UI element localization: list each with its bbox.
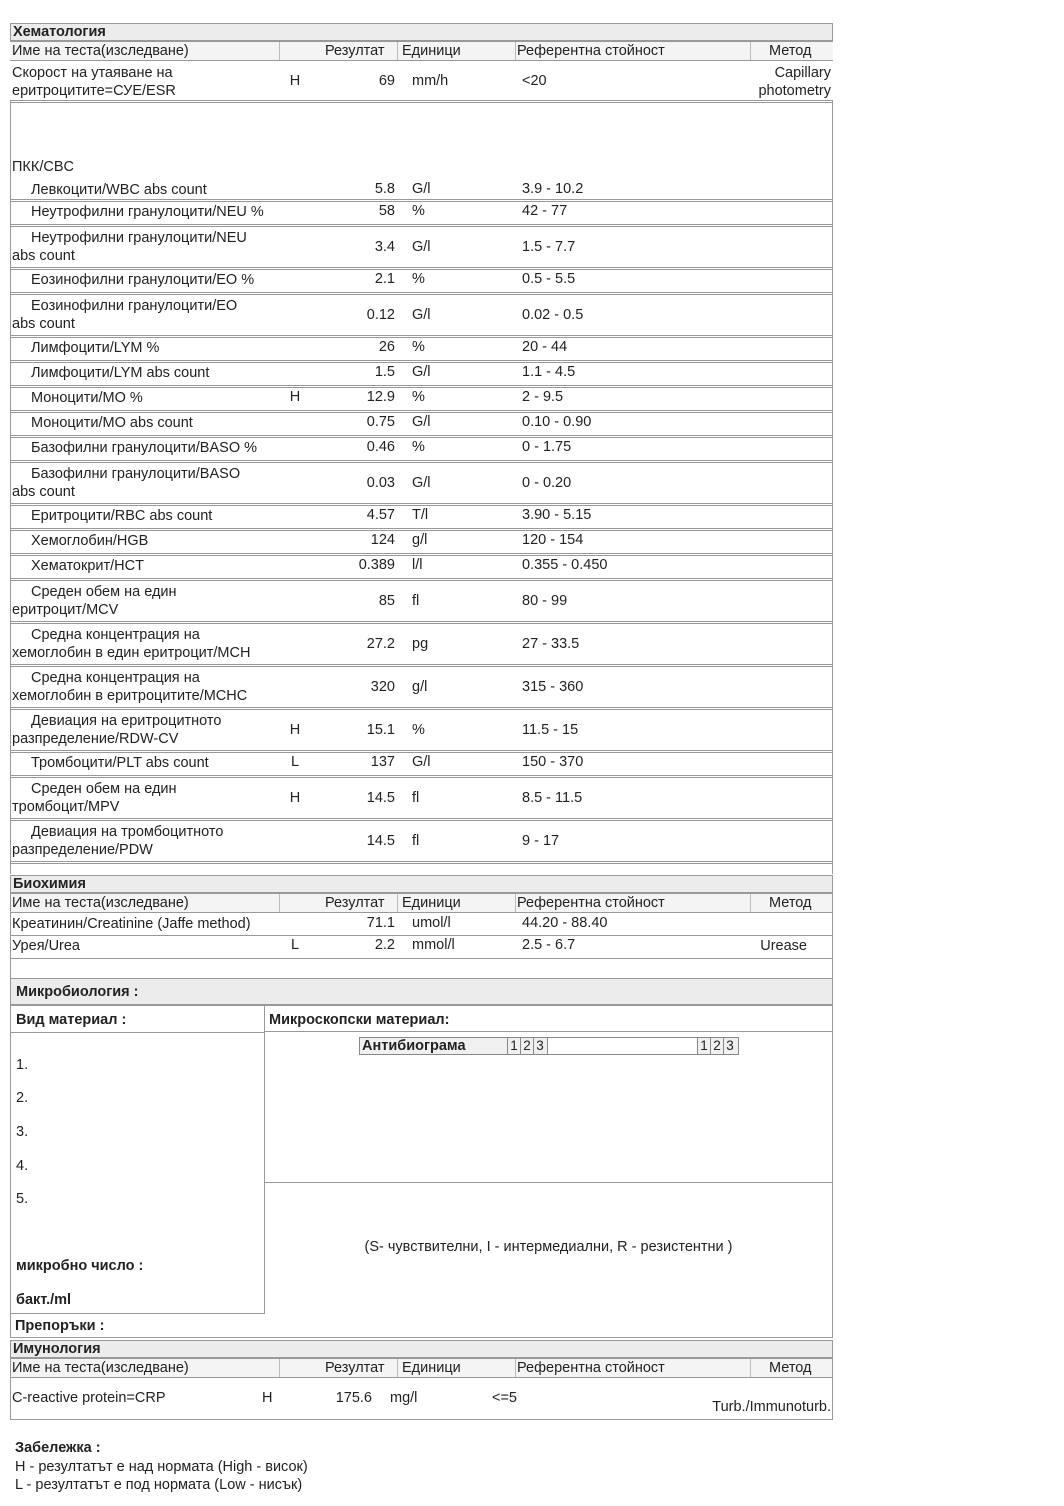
antibiogram-label: Антибиограма	[362, 1038, 466, 1054]
cbc-row	[10, 667, 833, 710]
bact-unit-label: бакт./ml	[16, 1292, 72, 1308]
reference: 0.5 - 5.5	[522, 271, 576, 287]
note-low: L - резултатът е под нормата (Low - нисък)	[15, 1477, 303, 1493]
cbc-row	[10, 295, 833, 338]
esr-result: 69	[378, 73, 395, 89]
crp-flag: H	[262, 1390, 273, 1406]
unit: G/l	[412, 307, 431, 323]
ab-col-2b: 2	[710, 1038, 723, 1054]
unit: fl	[412, 790, 420, 806]
immunology-title: Имунология	[10, 1340, 833, 1358]
test-name: Средна концентрация на	[31, 670, 200, 686]
biochemistry-title: Биохимия	[10, 875, 833, 893]
reference: 0 - 0.20	[522, 475, 572, 491]
microscopic-label: Микроскопски материал:	[269, 1012, 450, 1028]
unit: %	[412, 722, 425, 738]
test-name: Девиация на еритроцитното	[31, 713, 222, 729]
unit: pg	[412, 636, 429, 652]
test-name-line2: abs count	[12, 316, 75, 332]
microbiology-title: Микробиология :	[16, 984, 139, 1000]
unit: g/l	[412, 532, 428, 548]
result: 12.9	[366, 389, 395, 405]
cbc-row	[10, 821, 833, 864]
test-name: Урея/Urea	[12, 938, 80, 954]
result: 137	[370, 754, 395, 770]
test-name-line2: разпределение/PDW	[12, 842, 153, 858]
result: 85	[378, 593, 395, 609]
reference: 42 - 77	[522, 203, 568, 219]
result: 0.389	[358, 557, 395, 573]
test-name: Еозинофилни гранулоцити/EO %	[31, 272, 255, 288]
unit: %	[412, 271, 425, 287]
esr-row	[10, 63, 833, 101]
unit: fl	[412, 593, 420, 609]
test-name: Моноцити/MO abs count	[31, 415, 193, 431]
test-name: Моноцити/MO %	[31, 390, 143, 406]
row-divider	[10, 861, 833, 864]
unit: G/l	[412, 181, 431, 197]
col-reference: Референтна стойност	[517, 43, 665, 59]
ab-col-3b: 3	[723, 1038, 736, 1054]
result: 15.1	[366, 722, 395, 738]
material-label: Вид материал :	[16, 1012, 127, 1028]
col-method: Метод	[769, 43, 812, 59]
test-name: Неутрофилни гранулоцити/NEU	[31, 230, 247, 246]
test-name: Лимфоцити/LYM %	[31, 340, 160, 356]
crp-unit: mg/l	[390, 1390, 418, 1406]
cbc-row	[10, 463, 833, 506]
esr-name-line2: еритроцитите=СУЕ/ESR	[12, 83, 176, 99]
unit: g/l	[412, 679, 428, 695]
flag: H	[289, 790, 301, 806]
col-units: Единици	[402, 895, 461, 911]
result: 0.46	[366, 439, 395, 455]
unit: %	[412, 439, 425, 455]
test-name: Тромбоцити/PLT abs count	[31, 755, 209, 771]
cbc-row	[10, 227, 833, 270]
col-result: Резултат	[325, 895, 385, 911]
reference: 1.1 - 4.5	[522, 364, 576, 380]
reference: 120 - 154	[522, 532, 584, 548]
unit: mmol/l	[412, 937, 455, 953]
esr-unit: mm/h	[412, 73, 449, 89]
test-name-line2: хемоглобин в еритроцитите/MCHC	[12, 688, 248, 704]
test-name: Базофилни гранулоцити/BASO	[31, 466, 241, 482]
test-name-line2: abs count	[12, 248, 75, 264]
unit: fl	[412, 833, 420, 849]
test-name: Еозинофилни гранулоцити/EO	[31, 298, 238, 314]
cbc-row	[10, 624, 833, 667]
test-name: Креатинин/Creatinine (Jaffe method)	[12, 916, 251, 932]
result: 124	[370, 532, 395, 548]
test-name: Девиация на тромбоцитното	[31, 824, 224, 840]
unit: G/l	[412, 754, 431, 770]
reference: 27 - 33.5	[522, 636, 580, 652]
reference: 1.5 - 7.7	[522, 239, 576, 255]
col-name: Име на теста(изследване)	[12, 895, 189, 911]
esr-method-line1: Capillary	[774, 65, 831, 81]
result: 58	[378, 203, 395, 219]
col-reference: Референтна стойност	[517, 895, 665, 911]
result: 0.75	[366, 414, 395, 430]
test-name-line2: тромбоцит/MPV	[12, 799, 120, 815]
test-name: Среден обем на един	[31, 584, 177, 600]
cbc-row	[10, 710, 833, 753]
reference: 0.355 - 0.450	[522, 557, 608, 573]
crp-reference: <=5	[492, 1390, 517, 1406]
result: 14.5	[366, 833, 395, 849]
reference: 8.5 - 11.5	[522, 790, 583, 806]
test-name: Лимфоцити/LYM abs count	[31, 365, 210, 381]
test-name-line2: разпределение/RDW-CV	[12, 731, 179, 747]
test-name: Еритроцити/RBC abs count	[31, 508, 213, 524]
unit: G/l	[412, 414, 431, 430]
result: 2.1	[374, 271, 395, 287]
reference: 9 - 17	[522, 833, 560, 849]
result: 1.5	[374, 364, 395, 380]
ab-col-3: 3	[533, 1038, 546, 1054]
result: 14.5	[366, 790, 395, 806]
unit: G/l	[412, 475, 431, 491]
unit: %	[412, 203, 425, 219]
reference: 20 - 44	[522, 339, 568, 355]
ab-col-1: 1	[507, 1038, 520, 1054]
col-method: Метод	[769, 895, 812, 911]
unit: G/l	[412, 364, 431, 380]
reference: 2 - 9.5	[522, 389, 564, 405]
result: 0.12	[366, 307, 395, 323]
esr-ref: <20	[522, 73, 547, 89]
reference: 3.90 - 5.15	[522, 507, 592, 523]
result: 0.03	[366, 475, 395, 491]
col-units: Единици	[402, 1360, 461, 1376]
reference: 0.02 - 0.5	[522, 307, 584, 323]
unit: umol/l	[412, 915, 451, 931]
biochemistry-frame	[10, 893, 833, 979]
crp-result: 175.6	[335, 1390, 372, 1406]
result: 27.2	[366, 636, 395, 652]
material-item-4: 4.	[16, 1158, 29, 1174]
reference: 11.5 - 15	[522, 722, 579, 738]
result: 26	[378, 339, 395, 355]
test-name: Хемоглобин/HGB	[31, 533, 149, 549]
sir-legend: (S- чувствителни, I - интермедиални, R - резистентни )	[364, 1239, 733, 1255]
unit: G/l	[412, 239, 431, 255]
col-units: Единици	[402, 43, 461, 59]
material-item-1: 1.	[16, 1057, 29, 1073]
test-name-line2: abs count	[12, 484, 75, 500]
method: Urease	[760, 938, 807, 954]
microbial-count-label: микробно число :	[16, 1258, 144, 1274]
unit: l/l	[412, 557, 423, 573]
col-reference: Референтна стойност	[517, 1360, 665, 1376]
test-name: Среден обем на един	[31, 781, 177, 797]
test-name: Левкоцити/WBC abs count	[31, 182, 207, 198]
reference: 80 - 99	[522, 593, 568, 609]
col-method: Метод	[769, 1360, 812, 1376]
ab-col-2: 2	[520, 1038, 533, 1054]
antibiogram-table	[359, 1037, 739, 1055]
unit: %	[412, 339, 425, 355]
unit: %	[412, 389, 425, 405]
crp-name: C-reactive protein=CRP	[12, 1390, 166, 1406]
result: 3.4	[374, 239, 395, 255]
result: 320	[370, 679, 395, 695]
col-name: Име на теста(изследване)	[12, 1360, 189, 1376]
flag: L	[290, 754, 300, 770]
result: 5.8	[374, 181, 395, 197]
material-item-3: 3.	[16, 1124, 29, 1140]
unit: T/l	[412, 507, 429, 523]
result: 4.57	[366, 507, 395, 523]
microscopic-header	[264, 1005, 833, 1032]
hematology-title: Хематология	[10, 23, 833, 41]
reference: 315 - 360	[522, 679, 584, 695]
test-name: Средна концентрация на	[31, 627, 200, 643]
material-item-5: 5.	[16, 1191, 29, 1207]
test-name-line2: еритроцит/MCV	[12, 602, 119, 618]
microbiology-header	[10, 978, 833, 1005]
cbc-title: ПКК/CBC	[12, 159, 74, 175]
flag: L	[290, 937, 300, 953]
reference: 150 - 370	[522, 754, 584, 770]
note-high: H - резултатът е над нормата (High - висок)	[15, 1459, 308, 1475]
material-item-2: 2.	[16, 1090, 29, 1106]
flag: H	[289, 389, 301, 405]
reference: 2.5 - 6.7	[522, 937, 576, 953]
crp-method: Turb./Immunoturb.	[712, 1399, 831, 1415]
cbc-row	[10, 778, 833, 821]
cbc-row	[10, 581, 833, 624]
test-name-line2: хемоглобин в един еритроцит/MCH	[12, 645, 251, 661]
esr-flag: H	[289, 73, 301, 89]
reference: 0.10 - 0.90	[522, 414, 592, 430]
test-name: Хематокрит/HCT	[31, 558, 144, 574]
reference: 0 - 1.75	[522, 439, 572, 455]
flag: H	[289, 722, 301, 738]
hematology-column-header	[10, 41, 833, 61]
ab-col-1b: 1	[697, 1038, 710, 1054]
test-name: Базофилни гранулоцити/BASO %	[31, 440, 258, 456]
material-box	[10, 1005, 265, 1314]
col-result: Резултат	[325, 43, 385, 59]
col-result: Резултат	[325, 1360, 385, 1376]
esr-method-line2: photometry	[758, 83, 831, 99]
reference: 3.9 - 10.2	[522, 181, 584, 197]
test-name: Неутрофилни гранулоцити/NEU %	[31, 204, 264, 220]
result: 71.1	[366, 915, 395, 931]
recommendations-label: Препоръки :	[15, 1318, 105, 1334]
col-name: Име на теста(изследване)	[12, 43, 189, 59]
esr-name-line1: Скорост на утаяване на	[12, 65, 173, 81]
reference: 44.20 - 88.40	[522, 915, 608, 931]
note-title: Забележка :	[15, 1440, 101, 1456]
result: 2.2	[374, 937, 395, 953]
